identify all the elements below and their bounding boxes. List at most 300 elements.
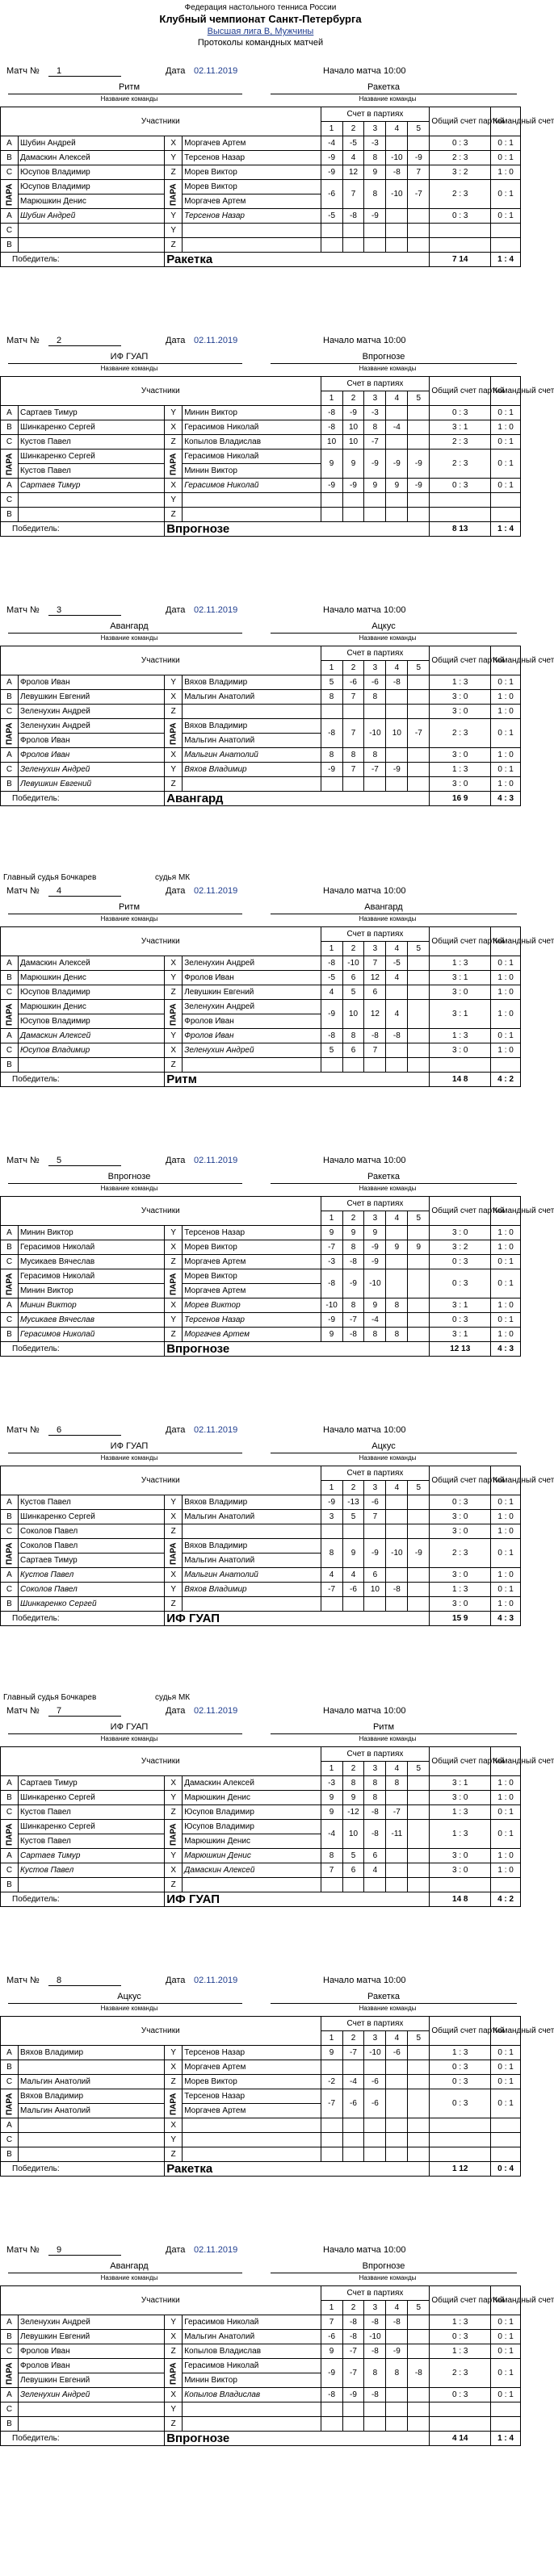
pair-label-right: ПАРА xyxy=(165,1269,183,1298)
set-number-header: 2 xyxy=(342,1481,364,1495)
score-header: Счет в партиях xyxy=(321,2286,430,2301)
player-letter-right: X xyxy=(165,2388,183,2402)
player-right: Фролов Иван xyxy=(183,1029,321,1043)
set-score xyxy=(386,705,408,719)
set-score xyxy=(386,224,408,238)
match-date: 02.11.2019 xyxy=(194,1156,238,1165)
match-start-time: 10:00 xyxy=(384,336,406,345)
player-right: Моргачев Артем xyxy=(183,1328,321,1342)
set-score: 9 xyxy=(321,1805,342,1820)
set-score xyxy=(386,1849,408,1863)
set-score: -6 xyxy=(321,180,342,209)
total-overall-score: 7 14 xyxy=(430,253,491,267)
player-right: Моргачев Артем xyxy=(183,136,321,151)
overall-score: 1 : 3 xyxy=(430,1820,491,1849)
table-row xyxy=(1,985,521,1000)
winner-team: ИФ ГУАП xyxy=(165,1612,430,1626)
set-score: -9 xyxy=(321,151,342,165)
player-right xyxy=(183,2147,321,2162)
overall-score: 3 : 1 xyxy=(430,1298,491,1313)
set-score: -7 xyxy=(321,1240,342,1255)
match-start-time: 10:00 xyxy=(384,1156,406,1165)
set-score: -9 xyxy=(364,450,386,479)
overall-score: 2 : 3 xyxy=(430,450,491,479)
team2-caption: Название команды xyxy=(359,634,417,642)
table-row xyxy=(1,508,521,522)
set-score xyxy=(408,705,430,719)
set-score xyxy=(408,2315,430,2330)
match-number-underline xyxy=(48,76,121,77)
player-left: Юсупов Владимир xyxy=(19,165,165,180)
pair-player: Марюшкин Денис xyxy=(183,1834,321,1849)
set-score: 4 xyxy=(321,985,342,1000)
player-letter-right: Z xyxy=(165,1255,183,1269)
set-score: 6 xyxy=(364,985,386,1000)
team-score: 0 : 1 xyxy=(491,1539,521,1568)
set-score: -10 xyxy=(386,180,408,209)
set-score xyxy=(386,1524,408,1539)
set-score xyxy=(408,2075,430,2089)
match-header xyxy=(0,1152,521,1196)
player-left: Минин Виктор xyxy=(19,1226,165,1240)
set-score: 6 xyxy=(342,1863,364,1878)
player-letter-left: B xyxy=(1,2147,19,2162)
set-score: -8 xyxy=(321,1029,342,1043)
set-score: -9 xyxy=(364,1255,386,1269)
match-start-time: 10:00 xyxy=(384,2245,406,2255)
set-score: 6 xyxy=(364,1568,386,1583)
set-score xyxy=(364,2118,386,2133)
set-score xyxy=(408,508,430,522)
table-row xyxy=(1,2133,521,2147)
set-score xyxy=(386,2330,408,2344)
date-label: Дата xyxy=(166,66,186,76)
set-score: 7 xyxy=(342,719,364,748)
table-row xyxy=(1,224,521,238)
winner-label: Победитель: xyxy=(1,2432,165,2446)
team-score: 1 : 0 xyxy=(491,1298,521,1313)
set-score: -10 xyxy=(364,1269,386,1298)
set-score: -7 xyxy=(408,719,430,748)
set-score: -9 xyxy=(342,1269,364,1298)
pair-label-left: ПАРА xyxy=(1,2089,19,2118)
federation-title: Федерация настольного тенниса России xyxy=(184,3,337,12)
set-score xyxy=(408,2147,430,2162)
table-row xyxy=(1,2147,521,2162)
date-label: Дата xyxy=(166,886,186,896)
player-right: Марюшкин Денис xyxy=(183,1849,321,1863)
team2-name: Ракетка xyxy=(367,1172,400,1181)
team-score: 0 : 1 xyxy=(491,2330,521,2344)
player-right xyxy=(183,2402,321,2417)
set-score: -9 xyxy=(321,2359,342,2388)
player-letter-right: Z xyxy=(165,1878,183,1892)
team-score: 1 : 0 xyxy=(491,748,521,763)
player-letter-right: X xyxy=(165,690,183,705)
team-score: 1 : 0 xyxy=(491,985,521,1000)
match-table xyxy=(0,2016,554,2177)
table-row xyxy=(1,238,521,253)
pair-player: Моргачев Артем xyxy=(183,194,321,209)
set-number-header: 2 xyxy=(342,661,364,675)
team-score: 0 : 1 xyxy=(491,2075,521,2089)
match-number-underline xyxy=(48,1435,121,1436)
set-score: -6 xyxy=(364,1495,386,1510)
team2-caption: Название команды xyxy=(359,2274,417,2281)
team-score: 1 : 0 xyxy=(491,1863,521,1878)
player-letter-left: A xyxy=(1,2315,19,2330)
match-header xyxy=(0,1422,521,1466)
match-table xyxy=(0,926,554,1087)
set-score xyxy=(321,2060,342,2075)
team-score: 1 : 0 xyxy=(491,1240,521,1255)
table-row xyxy=(1,165,521,180)
player-letter-right: Y xyxy=(165,1495,183,1510)
set-score: -7 xyxy=(364,435,386,450)
team-score xyxy=(491,2133,521,2147)
table-row xyxy=(1,1878,521,1892)
pair-player: Мальгин Анатолий xyxy=(183,734,321,748)
player-letter-right: X xyxy=(165,2118,183,2133)
set-score: 9 xyxy=(321,2046,342,2060)
championship-title: Клубный чемпионат Санкт-Петербурга xyxy=(159,13,362,25)
set-number-header: 4 xyxy=(386,1211,408,1226)
set-score: 8 xyxy=(364,1328,386,1342)
chief-judge-name: Бочкарев xyxy=(61,1693,97,1702)
set-number-header: 1 xyxy=(321,1211,342,1226)
set-score: 8 xyxy=(364,420,386,435)
team2-name: Ритм xyxy=(372,1722,395,1732)
set-score: -7 xyxy=(321,2089,342,2118)
set-score xyxy=(408,1597,430,1612)
player-letter-right: Z xyxy=(165,2417,183,2432)
set-number-header: 4 xyxy=(386,1762,408,1776)
pair-player: Морев Виктор xyxy=(183,180,321,194)
player-right xyxy=(183,705,321,719)
set-score: -9 xyxy=(342,479,364,493)
player-right: Морев Виктор xyxy=(183,1298,321,1313)
player-right: Герасимов Николай xyxy=(183,2315,321,2330)
start-label: Начало матча xyxy=(323,2245,381,2255)
set-score xyxy=(408,675,430,690)
table-row xyxy=(1,2118,521,2133)
match-date: 02.11.2019 xyxy=(194,1976,238,1985)
participants-header: Участники xyxy=(1,927,321,956)
set-score xyxy=(321,2147,342,2162)
set-score: -6 xyxy=(364,675,386,690)
player-letter-right: X xyxy=(165,2060,183,2075)
pair-player: Терсенов Назар xyxy=(183,2089,321,2104)
set-score xyxy=(408,1776,430,1791)
team1-caption: Название команды xyxy=(100,95,158,102)
team-score: 0 : 1 xyxy=(491,2046,521,2060)
player-letter-right: Z xyxy=(165,238,183,253)
set-score: -8 xyxy=(364,1805,386,1820)
score-header: Счет в партиях xyxy=(321,927,430,942)
player-letter-left: B xyxy=(1,238,19,253)
set-number-header: 3 xyxy=(364,122,386,136)
player-letter-left: C xyxy=(1,224,19,238)
player-right xyxy=(183,2417,321,2432)
set-score xyxy=(408,238,430,253)
set-score xyxy=(342,2402,364,2417)
team-score: 0 : 1 xyxy=(491,1820,521,1849)
pair-label-left: ПАРА xyxy=(1,1820,19,1849)
set-score: -3 xyxy=(321,1776,342,1791)
table-row xyxy=(1,1226,521,1240)
set-score xyxy=(386,777,408,792)
player-left: Юсупов Владимир xyxy=(19,1043,165,1058)
total-overall-score: 16 9 xyxy=(430,792,491,806)
judge-label: судья xyxy=(153,1693,178,1702)
set-score xyxy=(364,2060,386,2075)
set-score: 9 xyxy=(364,479,386,493)
match-date: 02.11.2019 xyxy=(194,886,238,896)
player-letter-left: A xyxy=(1,1226,19,1240)
set-score xyxy=(342,224,364,238)
player-left: Дамаскин Алексей xyxy=(19,956,165,971)
table-row xyxy=(1,971,521,985)
player-right: Зеленухин Андрей xyxy=(183,1043,321,1058)
match-header xyxy=(0,1703,521,1746)
set-score xyxy=(408,2060,430,2075)
date-label: Дата xyxy=(166,1425,186,1435)
set-score: 8 xyxy=(321,690,342,705)
player-left: Зеленухин Андрей xyxy=(19,705,165,719)
set-score: 9 xyxy=(342,1791,364,1805)
set-score xyxy=(386,2075,408,2089)
judge-label: судья xyxy=(153,873,178,882)
match-protocol xyxy=(0,2242,554,2484)
table-row xyxy=(1,479,521,493)
set-number-header: 5 xyxy=(408,661,430,675)
set-score: 7 xyxy=(408,165,430,180)
team-score xyxy=(491,1058,521,1073)
set-score xyxy=(386,1568,408,1583)
player-letter-left: A xyxy=(1,479,19,493)
player-left: Герасимов Николай xyxy=(19,1328,165,1342)
score-header: Счет в партиях xyxy=(321,107,430,122)
set-score: -4 xyxy=(321,1820,342,1849)
player-right: Терсенов Назар xyxy=(183,2046,321,2060)
team1-name: Ацкус xyxy=(117,1992,141,2001)
set-score xyxy=(321,224,342,238)
team-score: 1 : 0 xyxy=(491,1568,521,1583)
winner-label: Победитель: xyxy=(1,1892,165,1907)
match-table xyxy=(0,2285,554,2446)
player-right: Морев Виктор xyxy=(183,1240,321,1255)
set-score: 10 xyxy=(342,1000,364,1029)
set-score xyxy=(408,1878,430,1892)
winner-label: Победитель: xyxy=(1,253,165,267)
player-letter-left: C xyxy=(1,2133,19,2147)
player-left: Марюшкин Денис xyxy=(19,971,165,985)
set-score: 7 xyxy=(364,956,386,971)
player-letter-right: Z xyxy=(165,1328,183,1342)
table-row xyxy=(1,406,521,420)
set-score: 9 xyxy=(364,1226,386,1240)
winner-row xyxy=(1,522,521,537)
player-letter-right: X xyxy=(165,1776,183,1791)
team-score xyxy=(491,2402,521,2417)
set-score xyxy=(408,1583,430,1597)
winner-team: ИФ ГУАП xyxy=(165,1892,430,1907)
set-score xyxy=(408,1791,430,1805)
pair-player: Герасимов Николай xyxy=(183,450,321,464)
player-left: Кустов Павел xyxy=(19,1495,165,1510)
team-score: 1 : 0 xyxy=(491,165,521,180)
pair-player: Вяхов Владимир xyxy=(19,2089,165,2104)
pair-label-left: ПАРА xyxy=(1,1269,19,1298)
player-right xyxy=(183,777,321,792)
player-letter-left: A xyxy=(1,1495,19,1510)
team1-underline xyxy=(8,1733,242,1734)
team-score xyxy=(491,224,521,238)
set-score: -10 xyxy=(364,2330,386,2344)
player-letter-left: C xyxy=(1,1255,19,1269)
set-score: 8 xyxy=(386,1298,408,1313)
team-score: 1 : 0 xyxy=(491,690,521,705)
table-row xyxy=(1,1328,521,1342)
set-score: 7 xyxy=(342,763,364,777)
set-score xyxy=(386,1043,408,1058)
set-score: -4 xyxy=(386,420,408,435)
set-score xyxy=(386,1269,408,1298)
winner-row xyxy=(1,2162,521,2177)
set-number-header: 5 xyxy=(408,122,430,136)
pair-label-right: ПАРА xyxy=(165,180,183,209)
set-score: 7 xyxy=(321,1863,342,1878)
overall-header: Общий счет партий xyxy=(430,646,491,675)
winner-label: Победитель: xyxy=(1,1073,165,1087)
table-row xyxy=(1,956,521,971)
set-score: -4 xyxy=(321,136,342,151)
set-score: 8 xyxy=(364,1776,386,1791)
player-letter-left: A xyxy=(1,1298,19,1313)
set-score xyxy=(408,2330,430,2344)
set-score: -3 xyxy=(321,1255,342,1269)
pair-player: Зеленухин Андрей xyxy=(19,719,165,734)
set-number-header: 1 xyxy=(321,2301,342,2315)
judges-line xyxy=(3,1693,190,1702)
set-number-header: 2 xyxy=(342,2031,364,2046)
overall-score: 3 : 0 xyxy=(430,1597,491,1612)
set-score: -9 xyxy=(386,763,408,777)
set-score: -11 xyxy=(386,1820,408,1849)
overall-score: 2 : 3 xyxy=(430,151,491,165)
player-letter-left: C xyxy=(1,1524,19,1539)
set-score: -13 xyxy=(342,1495,364,1510)
set-score: -5 xyxy=(321,209,342,224)
winner-team: Авангард xyxy=(165,792,430,806)
table-row xyxy=(1,1597,521,1612)
pair-player: Морев Виктор xyxy=(183,1269,321,1284)
player-left: Кустов Павел xyxy=(19,1805,165,1820)
match-header xyxy=(0,1972,521,2016)
overall-header: Общий счет партий xyxy=(430,2286,491,2315)
winner-label: Победитель: xyxy=(1,792,165,806)
player-letter-right: Y xyxy=(165,2315,183,2330)
set-score xyxy=(364,1597,386,1612)
player-letter-left: B xyxy=(1,1058,19,1073)
team-score: 1 : 0 xyxy=(491,1776,521,1791)
set-number-header: 4 xyxy=(386,122,408,136)
team-score xyxy=(491,238,521,253)
winner-label: Победитель: xyxy=(1,1342,165,1357)
table-row xyxy=(1,777,521,792)
team-score: 0 : 1 xyxy=(491,479,521,493)
set-score xyxy=(408,985,430,1000)
team-score: 0 : 1 xyxy=(491,675,521,690)
set-score: 9 xyxy=(342,450,364,479)
player-right: Копылов Владислав xyxy=(183,2388,321,2402)
set-score: -8 xyxy=(408,2359,430,2388)
overall-score: 3 : 0 xyxy=(430,1043,491,1058)
set-number-header: 5 xyxy=(408,2301,430,2315)
set-score: -12 xyxy=(342,1805,364,1820)
set-score: 8 xyxy=(321,748,342,763)
player-right xyxy=(183,1878,321,1892)
player-letter-right: Y xyxy=(165,1313,183,1328)
match-number-label: Матч № xyxy=(6,336,40,345)
overall-score: 2 : 3 xyxy=(430,719,491,748)
set-score: 5 xyxy=(321,1043,342,1058)
player-right xyxy=(183,1524,321,1539)
match-date: 02.11.2019 xyxy=(194,1706,238,1716)
team2-name: Ракетка xyxy=(367,82,400,92)
table-row xyxy=(1,1776,521,1791)
set-score: 8 xyxy=(364,2359,386,2388)
total-team-score: 4 : 2 xyxy=(491,1073,521,1087)
player-right: Мальгин Анатолий xyxy=(183,2330,321,2344)
set-number-header: 3 xyxy=(364,661,386,675)
set-score: -8 xyxy=(364,2315,386,2330)
table-row xyxy=(1,151,521,165)
team2-caption: Название команды xyxy=(359,365,417,372)
set-number-header: 4 xyxy=(386,942,408,956)
player-letter-right: Y xyxy=(165,1029,183,1043)
set-score: -8 xyxy=(364,2388,386,2402)
set-score: -7 xyxy=(342,1313,364,1328)
overall-score: 0 : 3 xyxy=(430,2330,491,2344)
match-number-label: Матч № xyxy=(6,1425,40,1435)
team2-underline xyxy=(271,363,517,364)
pair-label-left: ПАРА xyxy=(1,2359,19,2388)
table-row xyxy=(1,2060,521,2075)
overall-score: 3 : 0 xyxy=(430,1510,491,1524)
player-letter-right: X xyxy=(165,1043,183,1058)
pair-player: Мальгин Анатолий xyxy=(183,1554,321,1568)
player-letter-left: A xyxy=(1,1029,19,1043)
overall-score: 1 : 3 xyxy=(430,1583,491,1597)
overall-score: 3 : 0 xyxy=(430,1863,491,1878)
player-left: Шинкаренко Сергей xyxy=(19,1597,165,1612)
set-score xyxy=(342,2417,364,2432)
set-number-header: 1 xyxy=(321,1762,342,1776)
player-left xyxy=(19,2402,165,2417)
player-left xyxy=(19,493,165,508)
score-header: Счет в партиях xyxy=(321,646,430,661)
player-letter-right: Z xyxy=(165,508,183,522)
player-letter-right: Y xyxy=(165,1849,183,1863)
overall-score: 3 : 1 xyxy=(430,1000,491,1029)
team-score-header: Командный счет xyxy=(491,107,521,136)
set-score: -9 xyxy=(321,763,342,777)
set-score: -9 xyxy=(321,1313,342,1328)
player-right: Фролов Иван xyxy=(183,971,321,985)
player-letter-right: Z xyxy=(165,1524,183,1539)
set-score xyxy=(408,1000,430,1029)
